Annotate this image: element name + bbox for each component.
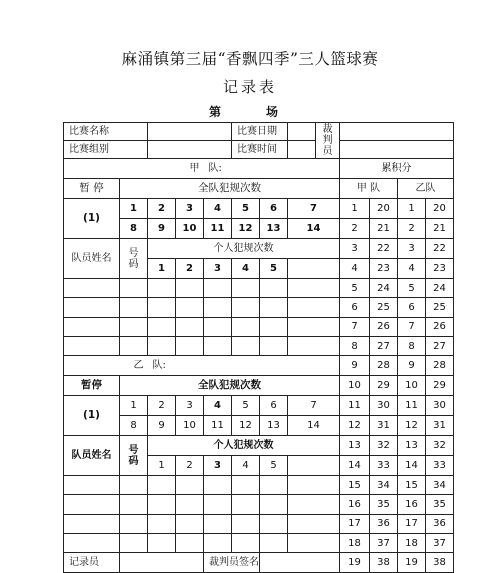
player-foul-cell[interactable] xyxy=(176,534,204,553)
score-cell[interactable]: 26 xyxy=(370,317,398,336)
player-number-cell[interactable] xyxy=(120,495,148,514)
team-a-foul-12[interactable]: 12 xyxy=(232,219,260,239)
team-a-foul-4[interactable]: 4 xyxy=(204,199,232,219)
record-table xyxy=(63,122,454,573)
team-b-personal-fouls-label: 个人犯规次数 xyxy=(148,436,340,456)
player-foul-cell[interactable] xyxy=(288,514,340,533)
player-foul-cell[interactable] xyxy=(288,495,340,514)
score-cell[interactable]: 32 xyxy=(370,436,398,456)
team-a-foul-6[interactable]: 6 xyxy=(260,199,288,219)
team-a-pf-3: 3 xyxy=(204,259,232,279)
player-foul-cell[interactable] xyxy=(176,298,204,317)
team-a-team-fouls-label: 全队犯规次数 xyxy=(120,179,340,199)
referee-value-1[interactable] xyxy=(340,123,454,141)
sheet-subtitle: 记录表 xyxy=(222,78,277,96)
player-foul-cell[interactable] xyxy=(288,534,340,553)
score-cell[interactable]: 14 xyxy=(340,456,370,476)
player-name-cell[interactable] xyxy=(64,279,120,298)
game-number-suffix: 场 xyxy=(266,105,279,119)
score-cell[interactable]: 38 xyxy=(370,553,398,572)
score-cell[interactable]: 6 xyxy=(398,298,426,317)
team-b-pf-3: 3 xyxy=(204,456,232,476)
score-cell[interactable]: 37 xyxy=(426,534,454,553)
score-cell[interactable]: 22 xyxy=(370,239,398,259)
score-cell[interactable]: 15 xyxy=(398,476,426,495)
team-a-header-row xyxy=(64,159,454,179)
score-cell[interactable]: 7 xyxy=(340,317,370,336)
score-cell[interactable]: 4 xyxy=(398,259,426,279)
team-a-foul-10[interactable]: 10 xyxy=(176,219,204,239)
player-foul-cell[interactable] xyxy=(204,298,232,317)
player-foul-cell[interactable] xyxy=(204,495,232,514)
player-foul-cell[interactable] xyxy=(176,317,204,336)
score-cell[interactable]: 19 xyxy=(340,553,370,572)
info-row-2 xyxy=(64,141,454,159)
team-b-label-suffix: 队: xyxy=(148,356,340,376)
player-foul-cell[interactable] xyxy=(260,317,288,336)
player-foul-cell[interactable] xyxy=(176,514,204,533)
player-foul-cell[interactable] xyxy=(176,279,204,298)
team-a-timeout-value: (1) xyxy=(64,199,120,239)
player-name-cell[interactable] xyxy=(64,298,120,317)
score-cell[interactable]: 18 xyxy=(340,534,370,553)
score-cell[interactable]: 34 xyxy=(370,476,398,495)
team-a-personal-fouls-label: 个人犯规次数 xyxy=(148,239,340,259)
player-foul-cell[interactable] xyxy=(232,476,260,495)
score-cell[interactable]: 10 xyxy=(340,376,370,396)
team-a-fouls-header xyxy=(64,179,454,199)
info-row-1 xyxy=(64,123,454,141)
team-a-foul-9[interactable]: 9 xyxy=(148,219,176,239)
player-number-cell[interactable] xyxy=(120,534,148,553)
score-cell[interactable]: 36 xyxy=(370,514,398,533)
team-b-foul-3[interactable]: 3 xyxy=(176,396,204,416)
score-cell[interactable]: 31 xyxy=(370,416,398,436)
player-foul-cell[interactable] xyxy=(260,514,288,533)
team-a-foul-11[interactable]: 11 xyxy=(204,219,232,239)
score-cell[interactable]: 27 xyxy=(426,336,454,355)
team-a-player-row xyxy=(64,279,454,298)
score-cell[interactable]: 16 xyxy=(340,495,370,514)
player-foul-cell[interactable] xyxy=(288,336,340,355)
player-foul-cell[interactable] xyxy=(176,495,204,514)
team-a-foul-7[interactable]: 7 xyxy=(288,199,340,219)
team-a-fouls-row-1 xyxy=(64,199,454,219)
score-cell[interactable]: 1 xyxy=(398,199,426,219)
match-name-value[interactable] xyxy=(148,123,232,141)
player-foul-cell[interactable] xyxy=(176,336,204,355)
team-b-foul-4[interactable]: 4 xyxy=(204,396,232,416)
team-b-player-row xyxy=(64,534,454,553)
player-name-cell[interactable] xyxy=(64,317,120,336)
score-team-a-label: 甲 队 xyxy=(340,179,398,199)
player-foul-cell[interactable] xyxy=(148,495,176,514)
score-cell[interactable]: 12 xyxy=(398,416,426,436)
match-time-value[interactable] xyxy=(288,141,316,159)
score-cell[interactable]: 24 xyxy=(426,279,454,298)
team-b-pf-4: 4 xyxy=(232,456,260,476)
match-date-value[interactable] xyxy=(288,123,316,141)
team-b-pf-blank xyxy=(288,456,340,476)
team-b-foul-8[interactable]: 8 xyxy=(120,416,148,436)
player-foul-cell[interactable] xyxy=(148,534,176,553)
team-b-foul-11[interactable]: 11 xyxy=(204,416,232,436)
score-cell[interactable]: 9 xyxy=(340,356,370,376)
player-name-cell[interactable] xyxy=(64,495,120,514)
team-b-fouls-header xyxy=(64,376,454,396)
score-cell[interactable]: 19 xyxy=(398,553,426,572)
player-name-cell[interactable] xyxy=(64,476,120,495)
match-time-label: 比赛时间 xyxy=(232,141,288,159)
score-cell[interactable]: 35 xyxy=(426,495,454,514)
score-team-b-label: 乙队 xyxy=(398,179,454,199)
game-number-label: 第 xyxy=(209,105,222,119)
team-a-foul-5[interactable]: 5 xyxy=(232,199,260,219)
player-foul-cell[interactable] xyxy=(232,336,260,355)
score-cell[interactable]: 27 xyxy=(370,336,398,355)
referee-signature-label: 裁判员签名 xyxy=(204,553,260,572)
player-foul-cell[interactable] xyxy=(288,317,340,336)
team-a-fouls-row-2 xyxy=(64,219,454,239)
player-foul-cell[interactable] xyxy=(260,495,288,514)
team-b-fouls-row-2 xyxy=(64,416,454,436)
team-b-pf-1: 1 xyxy=(148,456,176,476)
player-number-cell[interactable] xyxy=(120,476,148,495)
referee-label: 裁 判 员 xyxy=(316,123,340,159)
team-b-timeout-value: (1) xyxy=(64,396,120,436)
score-cell[interactable]: 22 xyxy=(426,239,454,259)
match-group-label: 比赛组别 xyxy=(64,141,148,159)
team-b-foul-9[interactable]: 9 xyxy=(148,416,176,436)
score-cell[interactable]: 15 xyxy=(340,476,370,495)
score-cell[interactable]: 10 xyxy=(398,376,426,396)
score-cell[interactable]: 26 xyxy=(426,317,454,336)
team-b-pf-5: 5 xyxy=(260,456,288,476)
player-name-cell[interactable] xyxy=(64,534,120,553)
player-foul-cell[interactable] xyxy=(204,279,232,298)
player-foul-cell[interactable] xyxy=(204,534,232,553)
footer-row xyxy=(64,553,454,572)
score-cell[interactable]: 35 xyxy=(370,495,398,514)
team-a-player-row xyxy=(64,317,454,336)
score-cell[interactable]: 14 xyxy=(398,456,426,476)
score-cell[interactable]: 13 xyxy=(398,436,426,456)
score-cell[interactable]: 23 xyxy=(370,259,398,279)
sheet-title: 麻涌镇第三届“香飘四季”三人篮球赛 xyxy=(121,50,379,68)
player-name-cell[interactable] xyxy=(64,514,120,533)
player-foul-cell[interactable] xyxy=(260,336,288,355)
player-foul-cell[interactable] xyxy=(148,298,176,317)
team-a-foul-2[interactable]: 2 xyxy=(148,199,176,219)
score-cell[interactable]: 5 xyxy=(398,279,426,298)
score-cell[interactable]: 33 xyxy=(370,456,398,476)
score-cell[interactable]: 6 xyxy=(340,298,370,317)
player-number-cell[interactable] xyxy=(120,514,148,533)
player-foul-cell[interactable] xyxy=(288,476,340,495)
team-a-foul-14[interactable]: 14 xyxy=(288,219,340,239)
score-cell[interactable]: 33 xyxy=(426,456,454,476)
score-cell[interactable]: 25 xyxy=(426,298,454,317)
team-a-foul-1[interactable]: 1 xyxy=(120,199,148,219)
team-a-pf-1: 1 xyxy=(148,259,176,279)
score-cell[interactable]: 2 xyxy=(398,219,426,239)
player-foul-cell[interactable] xyxy=(288,279,340,298)
score-cell[interactable]: 30 xyxy=(426,396,454,416)
score-cell[interactable]: 21 xyxy=(370,219,398,239)
team-a-pf-2: 2 xyxy=(176,259,204,279)
score-cell[interactable]: 23 xyxy=(426,259,454,279)
team-b-team-fouls-label: 全队犯规次数 xyxy=(120,376,340,396)
team-b-foul-12[interactable]: 12 xyxy=(232,416,260,436)
player-number-cell[interactable] xyxy=(120,336,148,355)
player-number-cell[interactable] xyxy=(120,279,148,298)
score-cell[interactable]: 24 xyxy=(370,279,398,298)
player-number-cell[interactable] xyxy=(120,317,148,336)
team-a-pf-5: 5 xyxy=(260,259,288,279)
team-a-pf-blank xyxy=(288,259,340,279)
team-b-number-label: 号 码 xyxy=(120,436,148,476)
team-b-foul-7[interactable]: 7 xyxy=(288,396,340,416)
score-cell[interactable]: 11 xyxy=(340,396,370,416)
team-b-player-header-1 xyxy=(64,436,454,456)
player-foul-cell[interactable] xyxy=(148,476,176,495)
score-cell[interactable]: 16 xyxy=(398,495,426,514)
team-b-foul-10[interactable]: 10 xyxy=(176,416,204,436)
score-cell[interactable]: 38 xyxy=(426,553,454,572)
score-cell[interactable]: 21 xyxy=(426,219,454,239)
score-cell[interactable]: 4 xyxy=(340,259,370,279)
player-name-cell[interactable] xyxy=(64,336,120,355)
score-cell[interactable]: 29 xyxy=(426,376,454,396)
team-a-player-header-1 xyxy=(64,239,454,259)
team-b-pf-2: 2 xyxy=(176,456,204,476)
player-foul-cell[interactable] xyxy=(148,336,176,355)
player-foul-cell[interactable] xyxy=(176,476,204,495)
team-a-foul-8[interactable]: 8 xyxy=(120,219,148,239)
team-b-player-name-label: 队员姓名 xyxy=(64,436,120,476)
player-foul-cell[interactable] xyxy=(232,514,260,533)
score-cell[interactable]: 9 xyxy=(398,356,426,376)
player-foul-cell[interactable] xyxy=(260,534,288,553)
team-b-label: 乙 xyxy=(64,356,148,376)
score-cell[interactable]: 18 xyxy=(398,534,426,553)
score-cell[interactable]: 8 xyxy=(340,336,370,355)
score-cell[interactable]: 11 xyxy=(398,396,426,416)
team-a-player-name-label: 队员姓名 xyxy=(64,239,120,279)
player-foul-cell[interactable] xyxy=(204,514,232,533)
score-cell[interactable]: 28 xyxy=(370,356,398,376)
player-foul-cell[interactable] xyxy=(260,476,288,495)
score-cell[interactable]: 13 xyxy=(340,436,370,456)
match-date-label: 比赛日期 xyxy=(232,123,288,141)
player-foul-cell[interactable] xyxy=(204,476,232,495)
player-foul-cell[interactable] xyxy=(204,317,232,336)
match-group-value[interactable] xyxy=(148,141,232,159)
team-b-foul-14[interactable]: 14 xyxy=(288,416,340,436)
score-cell[interactable]: 20 xyxy=(426,199,454,219)
team-b-player-row xyxy=(64,476,454,495)
score-cell[interactable]: 25 xyxy=(370,298,398,317)
player-foul-cell[interactable] xyxy=(204,336,232,355)
score-cell[interactable]: 30 xyxy=(370,396,398,416)
recorder-value[interactable] xyxy=(120,553,204,572)
team-b-foul-1[interactable]: 1 xyxy=(120,396,148,416)
team-a-player-row xyxy=(64,336,454,355)
score-cell[interactable]: 17 xyxy=(340,514,370,533)
player-foul-cell[interactable] xyxy=(232,534,260,553)
score-cell[interactable]: 3 xyxy=(340,239,370,259)
score-cell[interactable]: 37 xyxy=(370,534,398,553)
team-b-player-row xyxy=(64,514,454,533)
score-cell[interactable]: 17 xyxy=(398,514,426,533)
score-title: 累积分 xyxy=(340,159,454,179)
player-foul-cell[interactable] xyxy=(232,298,260,317)
score-cell[interactable]: 12 xyxy=(340,416,370,436)
player-number-cell[interactable] xyxy=(120,298,148,317)
score-cell[interactable]: 36 xyxy=(426,514,454,533)
recorder-label: 记录员 xyxy=(64,553,120,572)
player-foul-cell[interactable] xyxy=(232,279,260,298)
player-foul-cell[interactable] xyxy=(260,298,288,317)
team-a-foul-3[interactable]: 3 xyxy=(176,199,204,219)
score-cell[interactable]: 28 xyxy=(426,356,454,376)
team-a-foul-13[interactable]: 13 xyxy=(260,219,288,239)
score-cell[interactable]: 5 xyxy=(340,279,370,298)
match-name-label: 比赛名称 xyxy=(64,123,148,141)
score-cell[interactable]: 7 xyxy=(398,317,426,336)
player-foul-cell[interactable] xyxy=(148,317,176,336)
player-foul-cell[interactable] xyxy=(232,495,260,514)
player-foul-cell[interactable] xyxy=(148,279,176,298)
team-a-timeout-label: 暂 停 xyxy=(64,179,120,199)
team-b-timeout-label: 暂停 xyxy=(64,376,120,396)
player-foul-cell[interactable] xyxy=(288,298,340,317)
team-b-foul-5[interactable]: 5 xyxy=(232,396,260,416)
score-cell[interactable]: 3 xyxy=(398,239,426,259)
player-foul-cell[interactable] xyxy=(260,279,288,298)
team-a-pf-4: 4 xyxy=(232,259,260,279)
score-cell[interactable]: 1 xyxy=(340,199,370,219)
score-cell[interactable]: 20 xyxy=(370,199,398,219)
player-foul-cell[interactable] xyxy=(232,317,260,336)
team-a-player-row xyxy=(64,298,454,317)
score-cell[interactable]: 2 xyxy=(340,219,370,239)
team-a-label: 甲 xyxy=(64,159,204,179)
team-a-number-label: 号 码 xyxy=(120,239,148,279)
team-b-fouls-row-1 xyxy=(64,396,454,416)
team-b-foul-13[interactable]: 13 xyxy=(260,416,288,436)
player-foul-cell[interactable] xyxy=(148,514,176,533)
referee-value-2[interactable] xyxy=(340,141,454,159)
team-b-foul-6[interactable]: 6 xyxy=(260,396,288,416)
referee-signature-value[interactable] xyxy=(260,553,340,572)
score-cell[interactable]: 32 xyxy=(426,436,454,456)
score-cell[interactable]: 8 xyxy=(398,336,426,355)
score-cell[interactable]: 31 xyxy=(426,416,454,436)
team-b-player-row xyxy=(64,495,454,514)
team-a-label-suffix: 队: xyxy=(204,159,340,179)
team-b-foul-2[interactable]: 2 xyxy=(148,396,176,416)
score-cell[interactable]: 34 xyxy=(426,476,454,495)
score-cell[interactable]: 29 xyxy=(370,376,398,396)
team-b-header-row xyxy=(64,356,454,376)
